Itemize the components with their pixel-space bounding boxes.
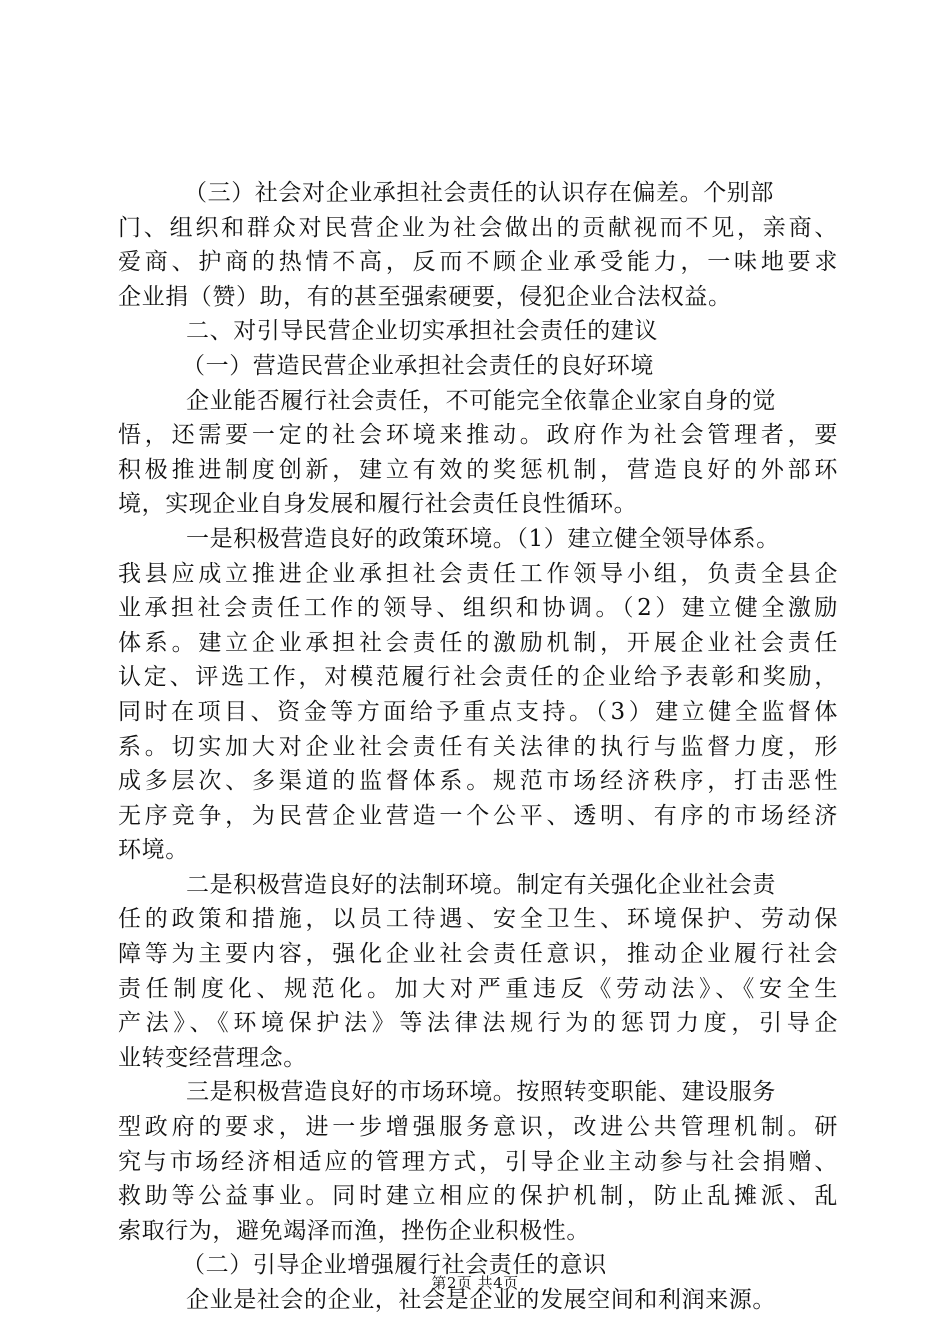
paragraph-line: 究与市场经济相适应的管理方式，引导企业主动参与社会捐赠、: [118, 1148, 838, 1175]
paragraph-line: 门、组织和群众对民营企业为社会做出的贡献视而不见，亲商、: [118, 214, 838, 241]
paragraph-line: 同时在项目、资金等方面给予重点支持。（3）建立健全监督体: [118, 698, 838, 725]
paragraph-line: 二是积极营造良好的法制环境。制定有关强化企业社会责: [186, 871, 776, 898]
paragraph-line: 爱商、护商的热情不高，反而不顾企业承受能力，一味地要求: [118, 249, 838, 276]
subsection-heading: （二）引导企业增强履行社会责任的意识: [182, 1252, 607, 1279]
paragraph-line: 无序竞争，为民营企业营造一个公平、透明、有序的市场经济: [118, 802, 838, 829]
paragraph-line: 企业捐（赞）助，有的甚至强索硬要，侵犯企业合法权益。: [118, 283, 732, 310]
paragraph-line: 业转变经营理念。: [118, 1044, 307, 1071]
paragraph-line: 业承担社会责任工作的领导、组织和协调。（2）建立健全激励: [118, 595, 838, 622]
paragraph-line: 三是积极营造良好的市场环境。按照转变职能、建设服务: [186, 1079, 776, 1106]
section-heading: 二、对引导民营企业切实承担社会责任的建议: [186, 318, 658, 345]
subsection-heading: （一）营造民营企业承担社会责任的良好环境: [182, 352, 654, 379]
paragraph-line: （三）社会对企业承担社会责任的认识存在偏差。个别部: [184, 180, 774, 206]
paragraph-line: 环境。: [118, 837, 189, 864]
paragraph-line: 境，实现企业自身发展和履行社会责任良性循环。: [118, 491, 638, 518]
paragraph-line: 我县应成立推进企业承担社会责任工作领导小组，负责全县企: [118, 560, 838, 587]
paragraph-line: 成多层次、多渠道的监督体系。规范市场经济秩序，打击恶性: [118, 768, 838, 795]
page-number-footer: 第2页 共4页: [431, 1274, 519, 1292]
paragraph-line: 系。切实加大对企业社会责任有关法律的执行与监督力度，形: [118, 733, 838, 760]
paragraph-line: 认定、评选工作，对模范履行社会责任的企业给予表彰和奖励，: [118, 664, 838, 691]
paragraph-line: 体系。建立企业承担社会责任的激励机制，开展企业社会责任: [118, 629, 838, 656]
paragraph-line: 索取行为，避免竭泽而渔，挫伤企业积极性。: [118, 1217, 590, 1244]
paragraph-line: 积极推进制度创新，建立有效的奖惩机制，营造良好的外部环: [118, 456, 838, 483]
paragraph-line: 悟，还需要一定的社会环境来推动。政府作为社会管理者，要: [118, 422, 838, 449]
document-body: [118, 176, 838, 1318]
paragraph-line: 任的政策和措施，以员工待遇、安全卫生、环境保护、劳动保: [118, 906, 838, 933]
paragraph-line: 型政府的要求，进一步增强服务意识，改进公共管理机制。研: [118, 1114, 838, 1141]
paragraph-line: 障等为主要内容，强化企业社会责任意识，推动企业履行社会: [118, 941, 838, 968]
paragraph-line: 责任制度化、规范化。加大对严重违反《劳动法》、《安全生: [118, 975, 838, 1002]
paragraph-line: 一是积极营造良好的政策环境。（1）建立健全领导体系。: [186, 525, 780, 552]
paragraph-line: 企业能否履行社会责任，不可能完全依靠企业家自身的觉: [186, 387, 776, 414]
paragraph-line: 救助等公益事业。同时建立相应的保护机制，防止乱摊派、乱: [118, 1183, 838, 1210]
paragraph-line: 产法》、《环境保护法》等法律法规行为的惩罚力度，引导企: [118, 1010, 838, 1037]
paragraph-line: 企业是社会的企业，社会是企业的发展空间和利润来源。: [186, 1287, 776, 1313]
